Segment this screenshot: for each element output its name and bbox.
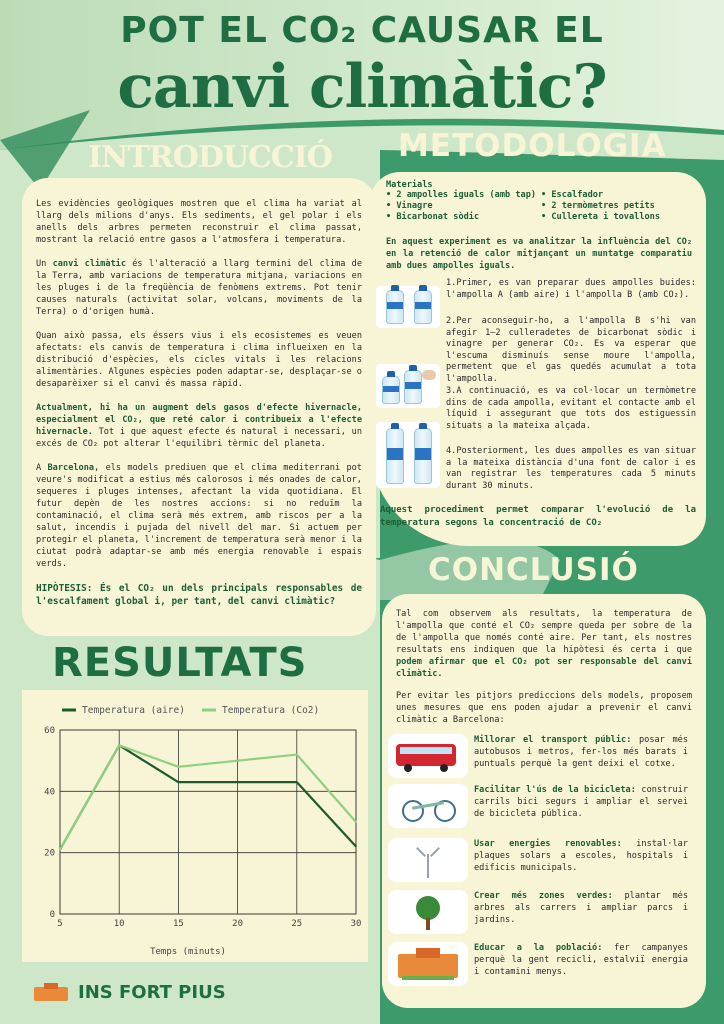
action-renewables [388, 838, 688, 884]
title-line-1: POT EL CO₂ CAUSAR EL [120, 10, 604, 51]
methodology-intro: En aquest experiment es va analitzar la influència del CO₂ en la retenció de calor mitjançant un muntatge comparatiu amb dues ampolles iguals. [386, 237, 692, 271]
data-point [296, 754, 298, 756]
step-3: 3.A continuació, es va col·locar un termòmetre dins de cada ampolla, evitant el contacte amb el líquid i assegurant que tots dos estiguessin situats a la mateixa alçada. [446, 386, 696, 431]
action-text: Educar a la població: fer campanyes perquè la gent recicli, estalviï energia i contamini menys. [474, 943, 689, 977]
bottle-icon [386, 290, 404, 324]
material-item: • 2 ampolles iguals (amb tap) [386, 190, 537, 200]
material-item: • Bicarbonat sòdic [386, 212, 480, 222]
step-2: 2.Per aconseguir-ho, a l'ampolla B s'hi van afegir 1–2 culleradetes de bicarbonat sòdic i vinagre per generar CO₂. Es va esperar que l'escuma disminuís sense moure l'ampolla, permetent que el gas quedés acumulat a tota l'ampolla. [446, 316, 696, 384]
metodologia-panel [370, 172, 706, 546]
temperature-chart [22, 690, 368, 962]
bottle-icon [414, 428, 432, 484]
plot-frame [60, 730, 356, 914]
intro-paragraph-1: Les evidències geològiques mostren que el clima ha variat al llarg dels milions d'anys. Els sediments, el gel polar i els anells dels arbres permeten reconstruir el clima passat, mostrant la relació entre gasos a l'atmosfera i temperatura. [36, 199, 362, 245]
series-line-1 [60, 745, 356, 849]
data-point [118, 745, 120, 747]
hypothesis: HIPÒTESIS: És el CO₂ un dels principals responsables de l'escalfament global i, per tant, del canvi climàtic? [36, 583, 362, 607]
title-line-2: canvi climàtic? [117, 52, 607, 122]
y-tick-label: 20 [44, 848, 55, 859]
x-tick-label: 5 [57, 919, 63, 929]
bottles-image-2 [376, 364, 440, 408]
data-point [296, 781, 298, 783]
bottle-icon [382, 376, 400, 404]
action-bicycle [388, 784, 688, 830]
conclusion-paragraph-2: Per evitar les pitjors prediccions dels models, proposem unes mesures que ens poden ajudar a prevenir el canvi climàtic a Barcelona: [396, 691, 692, 725]
footer [34, 980, 226, 1004]
action-public-transport [388, 734, 688, 780]
school-icon [388, 942, 468, 986]
introduccio-panel [22, 178, 376, 636]
material-item: • Escalfador [541, 190, 604, 200]
bottles-image-3 [376, 422, 440, 488]
action-text: Crear més zones verdes: plantar més arbres als carrers i ampliar parcs i jardins. [474, 891, 688, 925]
step-4: 4.Posteriorment, les dues ampolles es van situar a la mateixa distància d'una font de calor i es van registrar les temperatures cada 5 minuts durant 30 minuts. [446, 446, 696, 491]
material-item: • Cullereta i tovallons [541, 212, 661, 222]
bottle-icon [404, 370, 422, 404]
data-point [355, 821, 357, 823]
chart-container [22, 690, 368, 962]
data-point [178, 766, 180, 768]
materials-block [386, 180, 691, 223]
hand-icon [422, 370, 436, 380]
action-green-zones [388, 890, 688, 936]
x-tick-label: 30 [350, 919, 362, 929]
metodologia-title: METODOLOGIA [398, 128, 667, 164]
introduccio-title: INTRODUCCIÓ [88, 140, 332, 175]
material-item: • Vinagre [386, 201, 433, 211]
data-point [355, 846, 357, 848]
y-tick-label: 0 [49, 910, 55, 920]
materials-title: Materials [386, 180, 433, 190]
methodology-summary: Aquest procediment permet comparar l'evolució de la temperatura segons la concentració de CO₂ [380, 505, 696, 528]
bottle-icon [386, 428, 404, 484]
bottle-icon [414, 290, 432, 324]
intro-paragraph-4: Actualment, hi ha un augment dels gasos d'efecte hivernacle, especialment el CO₂, que reté calor i contribueix a l'efecte hivernacle. Tot i que aquest efecte és natural i necessari, un excés de CO₂ pot alterar l'equilibri tèrmic del planeta. [36, 403, 362, 449]
data-point [237, 781, 239, 783]
x-axis-label: Temps (minuts) [150, 947, 226, 957]
school-building-icon [34, 983, 68, 1001]
y-tick-label: 40 [44, 787, 55, 798]
x-tick-label: 10 [113, 919, 125, 929]
material-item: • 2 termòmetres petits [541, 201, 655, 211]
materials-list [386, 190, 691, 223]
bicycle-icon [388, 784, 468, 828]
intro-paragraph-2: Un canvi climàtic és l'alteració a llarg termini del clima de la Terra, amb variacions de temperatura mitjana, variacions en les pluges i de la freqüència de fenòmens extrems. Pot tenir causes naturals (activitat solar, volcans, moviments de la Terra) o d'origen humà. [36, 259, 362, 317]
step-1: 1.Primer, es van preparar dues ampolles buides: l'ampolla A (amb aire) i l'ampolla B (amb CO₂). [446, 278, 696, 300]
data-point [178, 781, 180, 783]
x-tick-label: 15 [172, 919, 184, 929]
intro-paragraph-3: Quan això passa, els éssers vius i els ecosistemes es veuen afectats: els canvis de temperatura i clima influeixen en la distribució d'espècies, els cicles vitals i les relacions alimentàries. Algunes espècies poden adaptar-se, desplaçar-se o desaparèixer si el canvi és massa ràpid. [36, 331, 362, 389]
data-point [59, 849, 61, 851]
tree-icon [388, 890, 468, 934]
school-name: INS FORT PIUS [78, 981, 226, 1003]
bottles-image-1 [376, 286, 440, 328]
resultats-title: RESULTATS [52, 640, 308, 686]
intro-paragraph-5: A Barcelona, els models prediuen que el clima mediterrani pot veure's modificat a estius més calorosos i més onades de calor, sequeres i pluges intenses, afectant la vida quotidiana. El futur depèn de les nostres accions: si no reduïm la contaminació, el clima serà més extrem, amb riscos per a la salut, incendis i pujada del nivell del mar. Si actuem per protegir el planeta, l'increment de temperatura serà menor i la ciutat podrà adaptar-se amb més energia renovable i espais verds. [36, 463, 362, 569]
action-text: Usar energies renovables: instal·lar plaques solars a escoles, hospitals i edificis municipals. [474, 839, 688, 873]
conclusio-title: CONCLUSIÓ [428, 552, 639, 588]
wind-turbine-icon [388, 838, 468, 882]
action-text: Millorar el transport públic: posar més autobusos i metros, fer-los més barats i puntuals perquè la gent deixi el cotxe. [474, 735, 688, 769]
bus-icon [388, 734, 468, 778]
conclusion-paragraph-1: Tal com observem als resultats, la temperatura de l'ampolla que conté el CO₂ sempre queda per sobre de la de l'ampolla que només conté aire. Per tant, els nostres resultats ens indiquen que la hipòtesi és certa i que podem afirmar que el CO₂ pot ser responsable del canvi climàtic. [396, 609, 692, 679]
action-text: Facilitar l'ús de la bicicleta: construir carrils bici segurs i ampliar el servei de bicicleta pública. [474, 785, 689, 819]
x-tick-label: 20 [232, 919, 244, 929]
action-education [388, 942, 688, 988]
y-tick-label: 60 [44, 726, 55, 736]
legend-label: Temperatura (Co2) [222, 705, 320, 716]
x-tick-label: 25 [291, 919, 303, 929]
data-point [237, 760, 239, 762]
legend-label: Temperatura (aire) [82, 705, 185, 716]
